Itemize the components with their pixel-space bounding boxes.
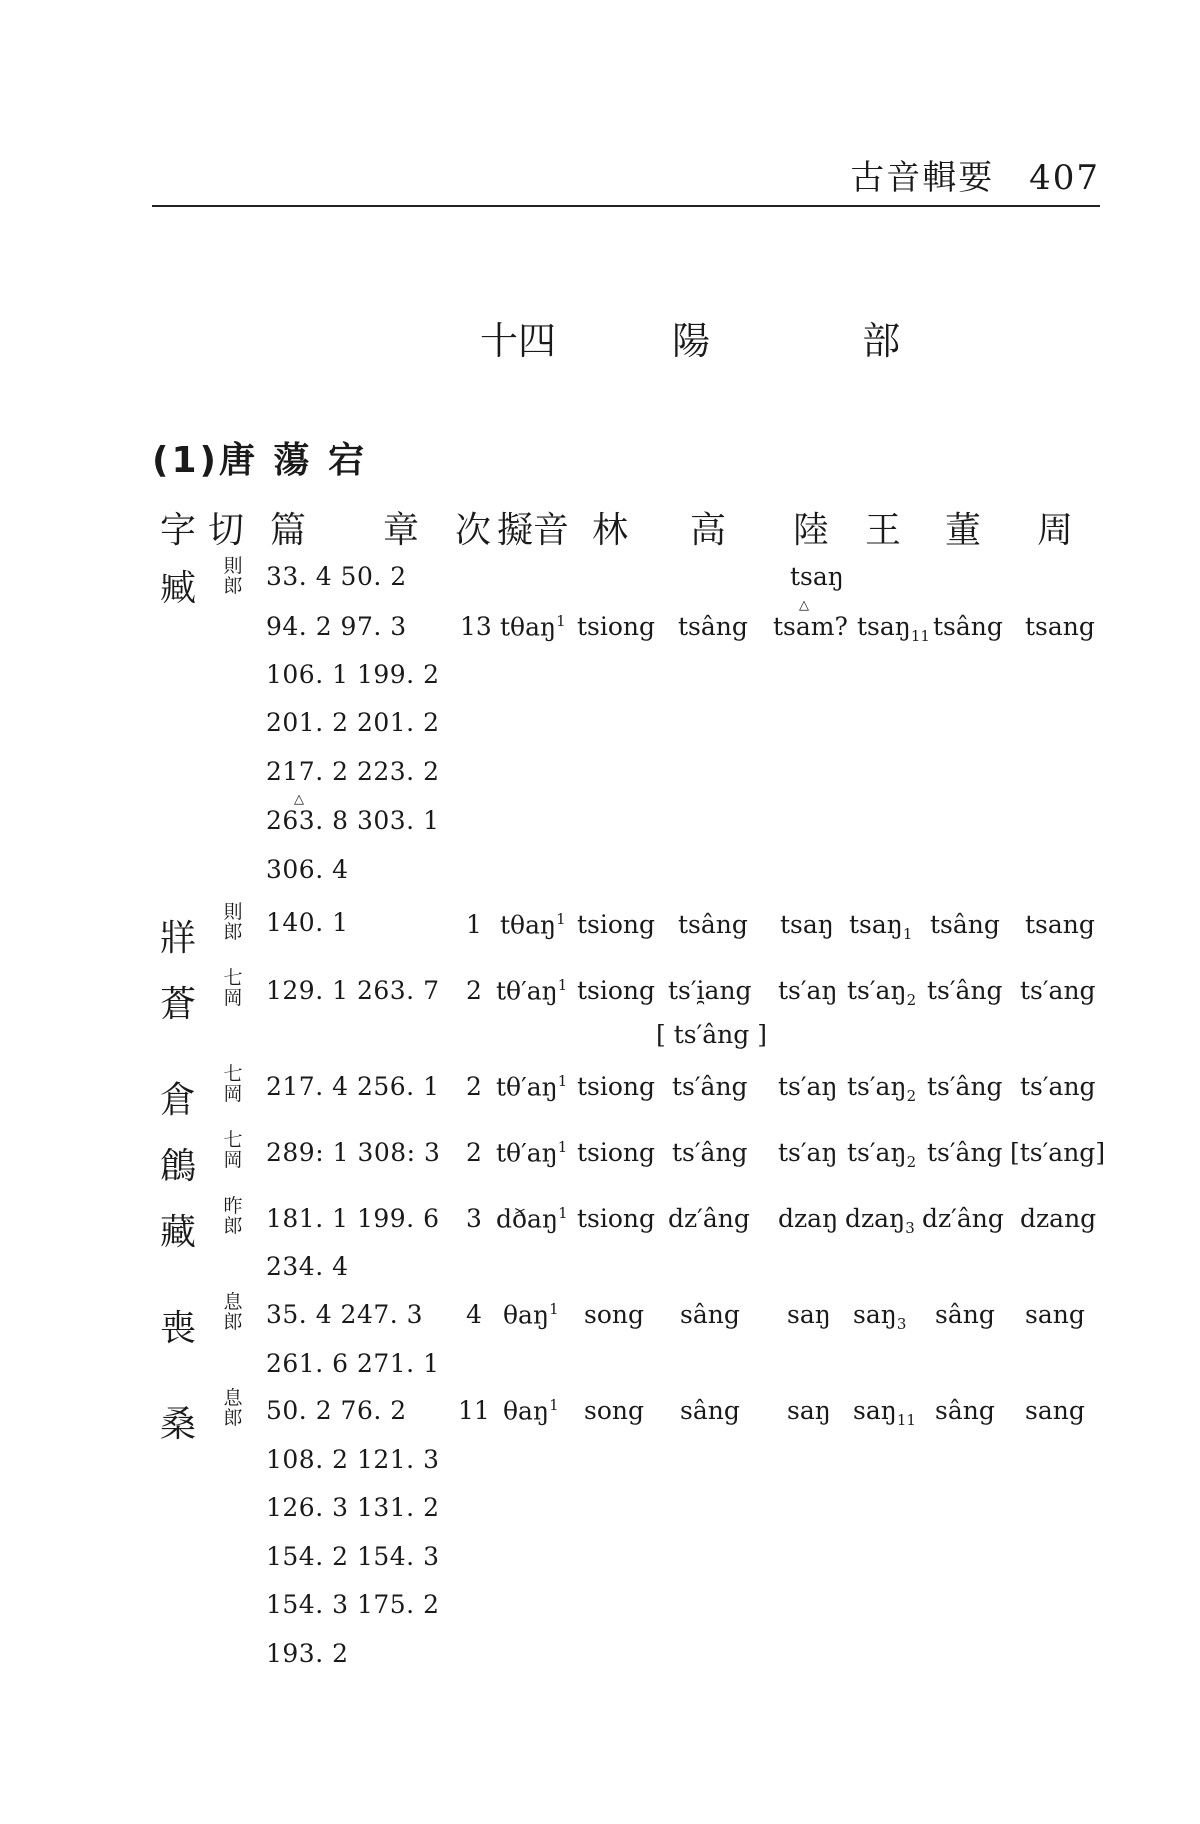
entry-citation: 50. 2 76. 2: [266, 1396, 407, 1425]
entry-wang: saŋ$_3$: [853, 1300, 907, 1333]
entry-dong: ts′âng: [927, 976, 1003, 1005]
entry-count: 3: [466, 1204, 482, 1233]
entry-citation: 154. 3 175. 2: [266, 1590, 440, 1619]
entry-citation: 181. 1 199. 6: [266, 1204, 440, 1233]
entry-recon: θaŋ$^1$: [503, 1396, 559, 1426]
entry-recon: $t\theta'aŋ^1$: [496, 1072, 568, 1102]
entry-count: 1: [466, 910, 482, 939]
entry-lu: dzaŋ: [778, 1204, 839, 1233]
entry-char: 桑: [160, 1404, 197, 1445]
entry-zhou: tsang: [1025, 612, 1095, 641]
entry-citation: 261. 6 271. 1: [266, 1349, 440, 1378]
entry-lin: tsiong: [577, 1204, 656, 1233]
entry-wang: saŋ$_{11}$: [853, 1396, 916, 1429]
entry-lin: tsiong: [577, 976, 656, 1005]
page-number: 407: [1029, 158, 1100, 198]
entry-gao: ts′âng: [672, 1138, 748, 1167]
entry-gao: ts′âng: [672, 1072, 748, 1101]
entry-recon: θaŋ$^1$: [503, 1300, 559, 1330]
triangle-mark-icon: △: [799, 598, 809, 613]
column-header-niyin: 擬音: [497, 510, 570, 551]
entry-citation: 126. 3 131. 2: [266, 1493, 440, 1522]
column-header-ci: 次: [455, 510, 492, 551]
entry-lin: tsiong: [577, 1072, 656, 1101]
entry-lu: tsaŋ: [780, 910, 834, 939]
entry-dong: tsâng: [930, 910, 1000, 939]
triangle-mark-icon: △: [294, 792, 305, 807]
entry-fanqie: 七 岡: [223, 967, 243, 1009]
entry-wang: tsaŋ$_{11}$: [857, 612, 930, 645]
entry-lin: tsiong: [577, 612, 656, 641]
column-header-gao: 高: [690, 510, 727, 551]
entry-lu: saŋ: [787, 1300, 831, 1329]
column-header-zhou: 周: [1037, 510, 1074, 551]
entry-citation: 306. 4: [266, 855, 349, 884]
entry-dong: ts′âng: [927, 1138, 1003, 1167]
entry-citation: 35. 4 247. 3: [266, 1300, 424, 1329]
entry-citation: 108. 2 121. 3: [266, 1445, 440, 1474]
entry-gao: sâng: [680, 1300, 740, 1329]
entry-fanqie: 則 郎: [223, 555, 243, 597]
entry-citation: 106. 1 199. 2: [266, 660, 440, 689]
column-header-dong: 董: [945, 510, 982, 551]
entry-zhou: dzang: [1020, 1204, 1097, 1233]
entry-dong: dz′âng: [922, 1204, 1004, 1233]
entry-fanqie: 七 岡: [223, 1129, 243, 1171]
entry-citation: 234. 4: [266, 1252, 349, 1281]
entry-char: 藏: [160, 1212, 197, 1253]
entry-dong: ts′âng: [927, 1072, 1003, 1101]
chapter-title-rhyme: 陽: [672, 319, 711, 363]
entry-fanqie: 息 郎: [223, 1291, 243, 1333]
entry-dong: tsâng: [933, 612, 1003, 641]
entry-citation: △ 263. 8 303. 1: [266, 792, 440, 835]
entry-lu: ts′aŋ: [778, 1072, 838, 1101]
entry-wang: tsaŋ$_1$: [849, 910, 913, 943]
entry-citation: 201. 2 201. 2: [266, 708, 440, 737]
entry-count: 11: [458, 1396, 490, 1425]
entry-char: 蒼: [160, 984, 197, 1025]
entry-count: 13: [460, 612, 492, 641]
entry-citation: 129. 1 263. 7: [266, 976, 440, 1005]
entry-lin: tsiong: [577, 1138, 656, 1167]
entry-fanqie: 七 岡: [223, 1063, 243, 1105]
entry-fanqie: 則 郎: [223, 901, 243, 943]
entry-fanqie: 息 郎: [223, 1387, 243, 1429]
entry-wang: $ts'aŋ_2$: [847, 1072, 917, 1105]
entry-gao-alt: [ ts′âng ]: [656, 1020, 767, 1049]
entry-gao: tsâng: [678, 910, 748, 939]
entry-zhou: ts′ang: [1020, 976, 1096, 1005]
chapter-title-number: 十四: [480, 319, 557, 363]
column-header-lin: 林: [592, 510, 629, 551]
column-header-zi: 字: [160, 510, 197, 551]
entry-citation: 94. 2 97. 3: [266, 612, 407, 641]
entry-extra-form: tsaŋ: [790, 562, 844, 591]
entry-citation: 289: 1 308: 3: [266, 1138, 441, 1167]
entry-count: 2: [466, 1138, 482, 1167]
entry-zhou: sang: [1025, 1396, 1085, 1425]
entry-char: 臧: [160, 568, 197, 609]
entry-lin: song: [584, 1396, 644, 1425]
entry-fanqie: 昨 郎: [223, 1195, 243, 1237]
header-rule: [152, 205, 1100, 207]
entry-zhou: [ts′ang]: [1010, 1138, 1106, 1167]
entry-recon: $t\theta'aŋ^1$: [496, 976, 568, 1006]
entry-citation: 154. 2 154. 3: [266, 1542, 440, 1571]
entry-count: 4: [466, 1300, 482, 1329]
entry-lu: saŋ: [787, 1396, 831, 1425]
column-header-zhang: 章: [383, 510, 420, 551]
entry-zhou: tsang: [1025, 910, 1095, 939]
entry-citation: 217. 2 223. 2: [266, 757, 440, 786]
entry-citation: 140. 1: [266, 908, 349, 937]
entry-char: 倉: [160, 1080, 197, 1121]
entry-count: 2: [466, 976, 482, 1005]
running-head: [850, 150, 1100, 199]
entry-dong: sâng: [935, 1396, 995, 1425]
entry-recon: tθaŋ$^1$: [500, 910, 566, 940]
column-header-wang: 王: [865, 510, 902, 551]
entry-wang: dzaŋ$_3$: [845, 1204, 915, 1237]
entry-gao: dz′âng: [668, 1204, 750, 1233]
entry-gao: sâng: [680, 1396, 740, 1425]
entry-gao: tsâng: [678, 612, 748, 641]
entry-wang: $ts'aŋ_2$: [847, 1138, 917, 1171]
entry-wang: $ts'aŋ_2$: [847, 976, 917, 1009]
running-head-title: 古音輯要: [850, 158, 995, 198]
entry-citation: 33. 4 50. 2: [266, 562, 407, 591]
entry-recon: $t\theta'aŋ^1$: [496, 1138, 568, 1168]
section-title: (1)唐 蕩 宕: [152, 440, 368, 481]
entry-recon: dðaŋ$^1$: [496, 1204, 568, 1234]
entry-lu: ts′aŋ: [778, 976, 838, 1005]
entry-zhou: ts′ang: [1020, 1072, 1096, 1101]
entry-char: 牂: [160, 918, 197, 959]
entry-citation: 193. 2: [266, 1639, 349, 1668]
entry-lu: △ tsam?: [773, 598, 848, 641]
entry-count: 2: [466, 1072, 482, 1101]
entry-recon: tθaŋ$^1$: [500, 612, 566, 642]
entry-gao: ts′i̯ang: [668, 976, 752, 1005]
entry-dong: sâng: [935, 1300, 995, 1329]
entry-lin: tsiong: [577, 910, 656, 939]
column-header-pian: 篇: [270, 510, 307, 551]
chapter-title-bu: 部: [862, 319, 901, 363]
column-header-qie: 切: [208, 510, 245, 551]
entry-char: 喪: [160, 1308, 197, 1349]
entry-lu: ts′aŋ: [778, 1138, 838, 1167]
entry-citation: 217. 4 256. 1: [266, 1072, 440, 1101]
column-header-lu: 陸: [793, 510, 830, 551]
chapter-title: [480, 310, 928, 365]
entry-char: 鶬: [160, 1146, 197, 1187]
entry-lin: song: [584, 1300, 644, 1329]
entry-zhou: sang: [1025, 1300, 1085, 1329]
